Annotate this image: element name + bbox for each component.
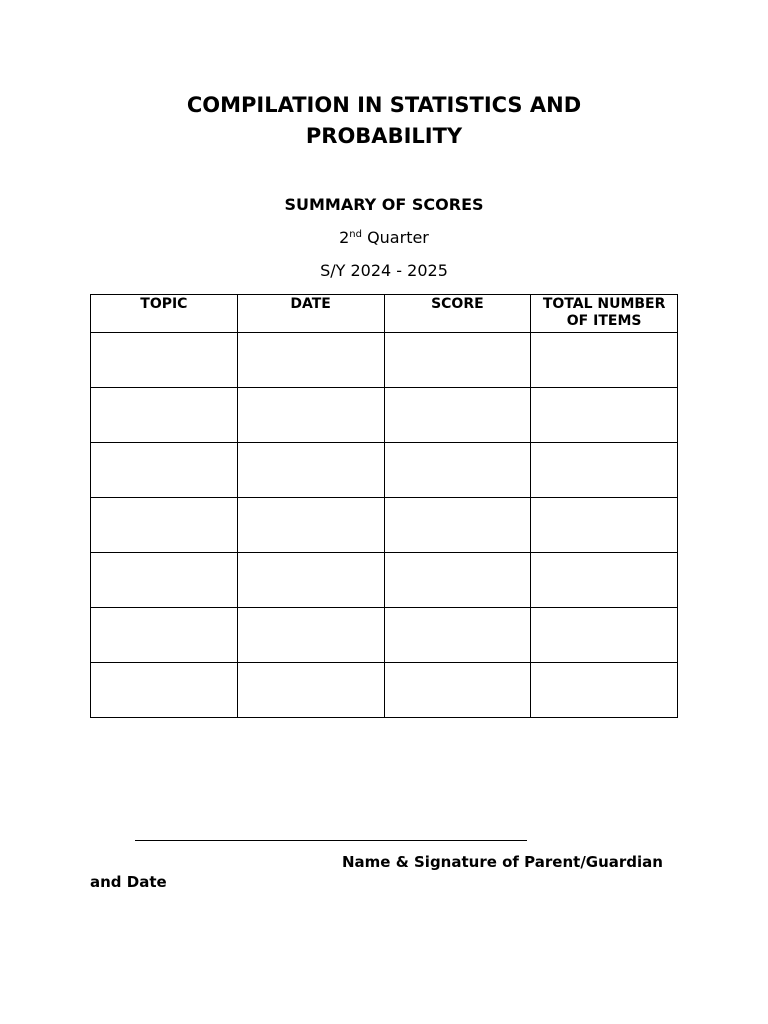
school-year: S/Y 2024 - 2025 — [320, 261, 448, 280]
table-cell-date — [237, 388, 384, 443]
table-row — [91, 498, 678, 553]
table-cell-date — [237, 498, 384, 553]
table-cell-total — [531, 663, 678, 718]
table-row — [91, 443, 678, 498]
table-cell-total — [531, 498, 678, 553]
table-cell-topic — [91, 663, 238, 718]
table-cell-topic — [91, 553, 238, 608]
table-cell-total — [531, 553, 678, 608]
scores-table — [90, 294, 678, 718]
table-cell-date — [237, 333, 384, 388]
table-cell-score — [384, 388, 531, 443]
column-header-score: SCORE — [384, 295, 531, 333]
column-header-date: DATE — [237, 295, 384, 333]
table-cell-total — [531, 608, 678, 663]
table-cell-topic — [91, 498, 238, 553]
summary-heading: SUMMARY OF SCORES — [284, 195, 484, 214]
quarter-text: Quarter — [361, 228, 429, 247]
table-row — [91, 333, 678, 388]
signature-line — [135, 840, 527, 841]
table-cell-topic — [91, 333, 238, 388]
table-header-row — [91, 295, 678, 333]
table-cell-score — [384, 608, 531, 663]
table-row — [91, 663, 678, 718]
table-row — [91, 553, 678, 608]
table-cell-topic — [91, 443, 238, 498]
table-cell-total — [531, 388, 678, 443]
table-cell-date — [237, 608, 384, 663]
table-cell-score — [384, 553, 531, 608]
table-row — [91, 608, 678, 663]
quarter-number: 2 — [339, 228, 350, 247]
signature-label: Name & Signature of Parent/Guardian and Date — [90, 853, 663, 891]
table-cell-score — [384, 663, 531, 718]
column-header-topic: TOPIC — [91, 295, 238, 333]
quarter-ordinal-suffix: nd — [349, 229, 362, 240]
table-cell-total — [531, 333, 678, 388]
document-title — [0, 90, 768, 152]
table-cell-score — [384, 498, 531, 553]
quarter-label — [0, 226, 768, 250]
table-cell-total — [531, 443, 678, 498]
table-cell-topic — [91, 608, 238, 663]
table-cell-date — [237, 663, 384, 718]
table-cell-date — [237, 553, 384, 608]
title-line-2: PROBABILITY — [305, 124, 463, 148]
table-cell-date — [237, 443, 384, 498]
column-header-total-items: TOTAL NUMBER OF ITEMS — [531, 295, 678, 333]
title-line-1: COMPILATION IN STATISTICS AND — [186, 93, 582, 117]
table-cell-score — [384, 333, 531, 388]
table-row — [91, 388, 678, 443]
table-cell-score — [384, 443, 531, 498]
table-cell-topic — [91, 388, 238, 443]
